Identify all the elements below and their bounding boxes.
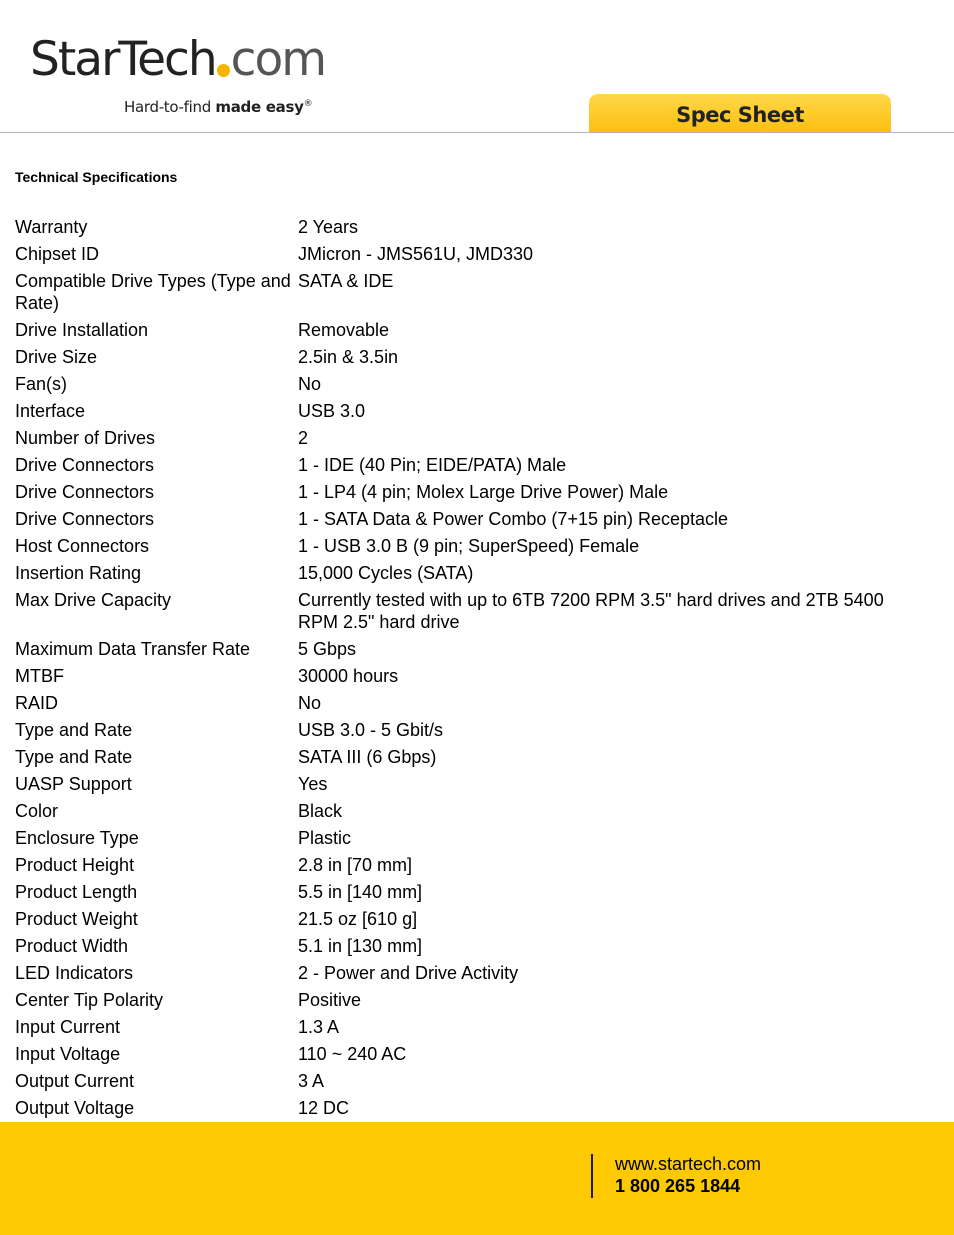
spec-value: 5.5 in [140 mm] <box>298 882 423 902</box>
spec-label: Interface <box>15 401 86 421</box>
spec-row <box>15 827 925 854</box>
spec-value: No <box>298 693 322 713</box>
spec-label: Input Voltage <box>15 1044 121 1064</box>
spec-row <box>15 962 925 989</box>
spec-value: 30000 hours <box>298 666 399 686</box>
spec-row <box>15 562 925 589</box>
spec-label: Drive Connectors <box>15 482 155 502</box>
spec-row <box>15 373 925 400</box>
spec-row <box>15 638 925 665</box>
spec-value: Plastic <box>298 828 352 848</box>
spec-value: 15,000 Cycles (SATA) <box>298 563 474 583</box>
spec-label: Output Voltage <box>15 1098 135 1118</box>
spec-value: SATA & IDE <box>298 271 394 291</box>
spec-value: USB 3.0 <box>298 401 366 421</box>
spec-row <box>15 427 925 454</box>
spec-label: Insertion Rating <box>15 563 142 583</box>
footer-website-link[interactable]: www.startech.com <box>615 1154 762 1174</box>
spec-row <box>15 216 925 243</box>
spec-row <box>15 1016 925 1043</box>
logo-tagline <box>124 98 312 116</box>
spec-row <box>15 746 925 773</box>
spec-value: No <box>298 374 322 394</box>
spec-label: Input Current <box>15 1017 121 1037</box>
section-title: Technical Specifications <box>15 169 178 185</box>
footer-phone: 1 800 265 1844 <box>615 1176 741 1196</box>
spec-row <box>15 589 925 638</box>
spec-value: 2.5in & 3.5in <box>298 347 399 367</box>
spec-label: MTBF <box>15 666 64 686</box>
spec-value: 5 Gbps <box>298 639 357 659</box>
spec-value: 2 Years <box>298 217 359 237</box>
spec-label: Product Length <box>15 882 138 902</box>
spec-value: Removable <box>298 320 390 340</box>
spec-row <box>15 481 925 508</box>
spec-row <box>15 692 925 719</box>
spec-label: Maximum Data Transfer Rate <box>15 639 251 659</box>
tagline-prefix: Hard-to-find <box>124 98 211 116</box>
tagline-bold: made easy <box>215 98 304 116</box>
spec-label: Type and Rate <box>15 720 133 740</box>
spec-value: Yes <box>298 774 328 794</box>
spec-label: Drive Connectors <box>15 509 155 529</box>
spec-value: 21.5 oz [610 g] <box>298 909 418 929</box>
spec-table <box>15 216 925 1124</box>
spec-label: Chipset ID <box>15 244 100 264</box>
logo-dot-icon <box>217 64 230 77</box>
spec-value: 2 - Power and Drive Activity <box>298 963 519 983</box>
spec-value: JMicron - JMS561U, JMD330 <box>298 244 534 264</box>
logo-brand-suffix: com <box>230 32 326 87</box>
spec-label: Color <box>15 801 59 821</box>
spec-label: Warranty <box>15 217 88 237</box>
spec-value: 1 - SATA Data & Power Combo (7+15 pin) Receptacle <box>298 509 729 529</box>
spec-label: UASP Support <box>15 774 132 794</box>
spec-row <box>15 243 925 270</box>
spec-label: Type and Rate <box>15 747 133 767</box>
spec-row <box>15 935 925 962</box>
spec-row <box>15 1097 925 1124</box>
spec-value: 1 - USB 3.0 B (9 pin; SuperSpeed) Female <box>298 536 640 556</box>
spec-value: 2 <box>298 428 309 448</box>
spec-label: Drive Connectors <box>15 455 155 475</box>
spec-value: 2.8 in [70 mm] <box>298 855 413 875</box>
spec-row <box>15 346 925 373</box>
spec-label: Product Weight <box>15 909 138 929</box>
logo-brand-main: StarTech <box>30 32 216 87</box>
footer-divider <box>591 1154 593 1198</box>
spec-row <box>15 400 925 427</box>
spec-row <box>15 1070 925 1097</box>
tagline-mark: ® <box>303 99 313 109</box>
spec-label: Host Connectors <box>15 536 150 556</box>
spec-row <box>15 508 925 535</box>
spec-row <box>15 881 925 908</box>
spec-row <box>15 989 925 1016</box>
spec-value: Currently tested with up to 6TB 7200 RPM 3.5" hard drives and 2TB 5400 RPM 2.5" hard drive <box>298 590 884 632</box>
spec-row <box>15 800 925 827</box>
spec-label: Fan(s) <box>15 374 68 394</box>
spec-label: Product Height <box>15 855 135 875</box>
spec-value: 5.1 in [130 mm] <box>298 936 423 956</box>
spec-label: Number of Drives <box>15 428 156 448</box>
spec-label: Enclosure Type <box>15 828 139 848</box>
page-footer <box>0 1122 954 1235</box>
page-header <box>0 0 954 134</box>
spec-value: Black <box>298 801 343 821</box>
spec-label: Compatible Drive Types (Type and Rate) <box>15 271 291 313</box>
spec-row <box>15 319 925 346</box>
spec-row <box>15 908 925 935</box>
spec-value: 12 DC <box>298 1098 350 1118</box>
spec-value: 110 ~ 240 AC <box>298 1044 407 1064</box>
header-divider <box>0 132 954 133</box>
spec-label: Max Drive Capacity <box>15 590 172 610</box>
spec-value: Positive <box>298 990 362 1010</box>
spec-row <box>15 535 925 562</box>
spec-value: SATA III (6 Gbps) <box>298 747 437 767</box>
spec-value: 1 - IDE (40 Pin; EIDE/PATA) Male <box>298 455 567 475</box>
spec-row <box>15 1043 925 1070</box>
startech-logo <box>30 32 326 87</box>
spec-value: USB 3.0 - 5 Gbit/s <box>298 720 444 740</box>
spec-row <box>15 454 925 481</box>
spec-value: 1.3 A <box>298 1017 340 1037</box>
spec-row <box>15 270 925 319</box>
spec-label: RAID <box>15 693 59 713</box>
spec-value: 3 A <box>298 1071 325 1091</box>
spec-label: Drive Installation <box>15 320 149 340</box>
spec-value: 1 - LP4 (4 pin; Molex Large Drive Power) Male <box>298 482 669 502</box>
spec-sheet-tab: Spec Sheet <box>589 94 891 132</box>
spec-row <box>15 854 925 881</box>
spec-row <box>15 665 925 692</box>
spec-label: Output Current <box>15 1071 135 1091</box>
spec-label: LED Indicators <box>15 963 134 983</box>
spec-label: Drive Size <box>15 347 98 367</box>
spec-label: Product Width <box>15 936 129 956</box>
spec-row <box>15 719 925 746</box>
spec-label: Center Tip Polarity <box>15 990 164 1010</box>
spec-row <box>15 773 925 800</box>
